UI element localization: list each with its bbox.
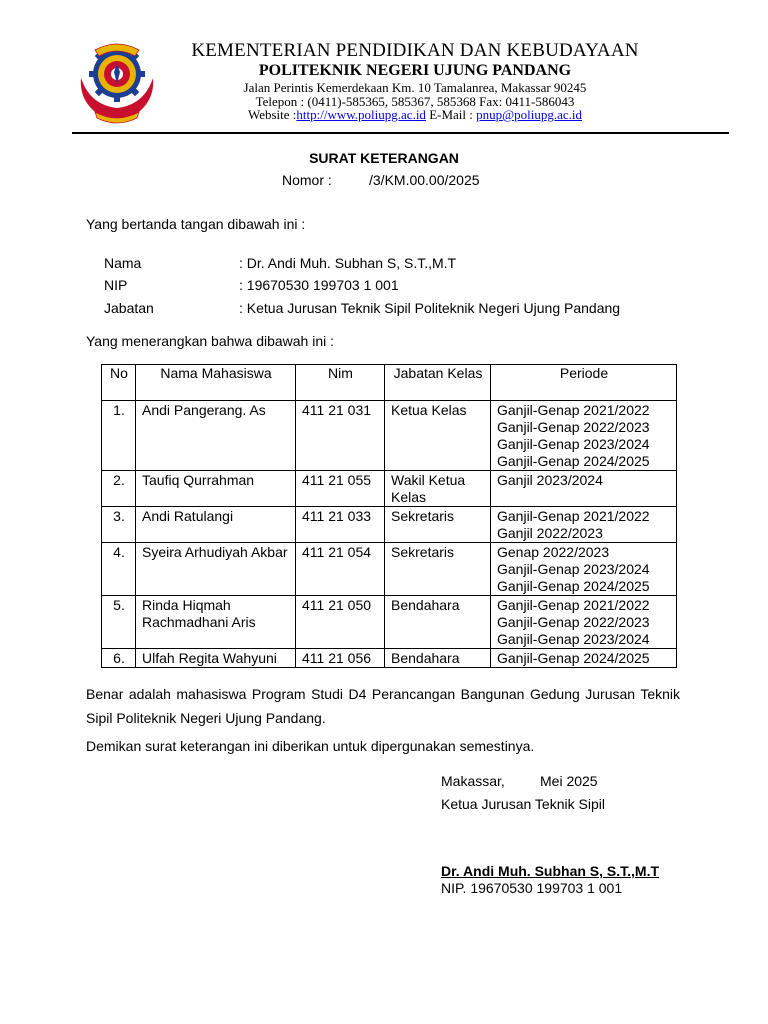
cell-periode — [491, 401, 677, 471]
table-body — [102, 401, 677, 668]
cell-nim: 411 21 054 — [296, 543, 385, 596]
signer-field-value-nip: : 19670530 199703 1 001 — [239, 277, 399, 293]
closing-text: Demikan surat keterangan ini diberikan untuk dipergunakan semestinya. — [86, 738, 535, 754]
email-link[interactable]: pnup@poliupg.ac.id — [476, 107, 582, 122]
table-row — [102, 543, 677, 596]
signer-field-label-nip: NIP — [104, 277, 128, 293]
institution-logo — [77, 38, 157, 124]
cell-nim: 411 21 050 — [296, 596, 385, 649]
cell-nama: Andi Pangerang. As — [136, 401, 296, 471]
students-table — [101, 364, 677, 668]
cell-no: 6. — [102, 649, 136, 668]
periode-line: Ganjil-Genap 2023/2024 — [497, 631, 650, 647]
periode-line: Ganjil-Genap 2021/2022 — [497, 508, 650, 524]
logo-emblem-icon — [77, 38, 157, 124]
cell-jabatan: Ketua Kelas — [385, 401, 491, 471]
website-label: Website : — [248, 107, 297, 122]
cell-no: 2. — [102, 471, 136, 507]
cell-periode — [491, 596, 677, 649]
cell-periode — [491, 543, 677, 596]
signer-nip: NIP. 19670530 199703 1 001 — [441, 880, 623, 896]
cell-nim: 411 21 033 — [296, 507, 385, 543]
signer-field-value-jabatan: : Ketua Jurusan Teknik Sipil Politeknik Negeri Ujung Pandang — [239, 300, 621, 316]
institution-contacts — [160, 107, 670, 123]
cell-no: 4. — [102, 543, 136, 596]
nomor-label: Nomor : — [282, 172, 332, 188]
institution-phone: Telepon : (0411)-585365, 585367, 585368 Fax: 0411-586043 — [255, 94, 575, 109]
periode-line: Ganjil-Genap 2021/2022 — [497, 402, 650, 418]
header-periode: Periode — [491, 365, 677, 401]
statement-text: Benar adalah mahasiswa Program Studi D4 Perancangan Bangunan Gedung Jurusan Teknik Sipil Politeknik Negeri Ujung Pandang. — [86, 686, 680, 726]
cell-periode — [491, 471, 677, 507]
signer-field-label-jabatan: Jabatan — [104, 300, 154, 316]
header-no: No — [102, 365, 136, 401]
table-row — [102, 596, 677, 649]
cell-jabatan: Bendahara — [385, 596, 491, 649]
periode-line: Ganjil-Genap 2024/2025 — [497, 453, 650, 469]
periode-line: Ganjil-Genap 2024/2025 — [497, 578, 650, 594]
periode-line: Ganjil-Genap 2021/2022 — [497, 597, 650, 613]
periode-line: Genap 2022/2023 — [497, 544, 610, 560]
header-jabatan — [385, 365, 491, 401]
signer-name: Dr. Andi Muh. Subhan S, S.T.,M.T — [441, 863, 660, 879]
cell-jabatan: Sekretaris — [385, 507, 491, 543]
email-label: E-Mail : — [425, 107, 477, 122]
table-row — [102, 401, 677, 471]
letterhead-divider — [72, 132, 729, 134]
cell-nama: Syeira Arhudiyah Akbar — [136, 543, 296, 596]
website-link[interactable]: http://www.poliupg.ac.id — [296, 107, 426, 122]
date-text: Mei 2025 — [540, 773, 598, 789]
cell-periode — [491, 507, 677, 543]
students-intro: Yang menerangkan bahwa dibawah ini : — [86, 333, 335, 349]
cell-no: 3. — [102, 507, 136, 543]
cell-no: 1. — [102, 401, 136, 471]
table-row — [102, 471, 677, 507]
periode-line: Ganjil-Genap 2024/2025 — [497, 650, 650, 666]
institution-address: Jalan Perintis Kemerdekaan Km. 10 Tamalanrea, Makassar 90245 — [243, 80, 587, 95]
institution-name: POLITEKNIK NEGERI UJUNG PANDANG — [258, 62, 572, 79]
periode-line: Ganjil-Genap 2023/2024 — [497, 436, 650, 452]
cell-nim: 411 21 031 — [296, 401, 385, 471]
cell-nama: Rinda Hiqmah Rachmadhani Aris — [136, 596, 296, 649]
cell-periode — [491, 649, 677, 668]
opening-text: Yang bertanda tangan dibawah ini : — [86, 216, 306, 232]
header-nama: Nama Mahasiswa — [136, 365, 296, 401]
signer-field-label-nama: Nama — [104, 255, 142, 271]
place-text: Makassar, — [441, 773, 505, 789]
cell-nama: Taufiq Qurrahman — [136, 471, 296, 507]
table-header-row — [102, 365, 677, 401]
cell-nama: Ulfah Regita Wahyuni — [136, 649, 296, 668]
table-row — [102, 507, 677, 543]
signer-title: Ketua Jurusan Teknik Sipil — [441, 796, 605, 812]
ministry-name: KEMENTERIAN PENDIDIKAN DAN KEBUDAYAAN — [191, 40, 639, 61]
header-nim: Nim — [296, 365, 385, 401]
cell-jabatan: Sekretaris — [385, 543, 491, 596]
nomor-value: /3/KM.00.00/2025 — [369, 172, 480, 188]
header-jabatan-text: Jabatan Kelas — [393, 365, 483, 381]
periode-line: Ganjil-Genap 2022/2023 — [497, 614, 650, 630]
cell-jabatan: Bendahara — [385, 649, 491, 668]
cell-nama: Andi Ratulangi — [136, 507, 296, 543]
letter-title: SURAT KETERANGAN — [309, 150, 459, 166]
periode-line: Ganjil-Genap 2023/2024 — [497, 561, 650, 577]
cell-nim: 411 21 055 — [296, 471, 385, 507]
periode-line: Ganjil 2023/2024 — [497, 472, 603, 488]
periode-line: Ganjil-Genap 2022/2023 — [497, 419, 650, 435]
table-row — [102, 649, 677, 668]
signer-field-value-nama: : Dr. Andi Muh. Subhan S, S.T.,M.T — [239, 255, 457, 271]
periode-line: Ganjil 2022/2023 — [497, 525, 603, 541]
cell-jabatan: Wakil Ketua Kelas — [385, 471, 491, 507]
cell-no: 5. — [102, 596, 136, 649]
cell-nim: 411 21 056 — [296, 649, 385, 668]
